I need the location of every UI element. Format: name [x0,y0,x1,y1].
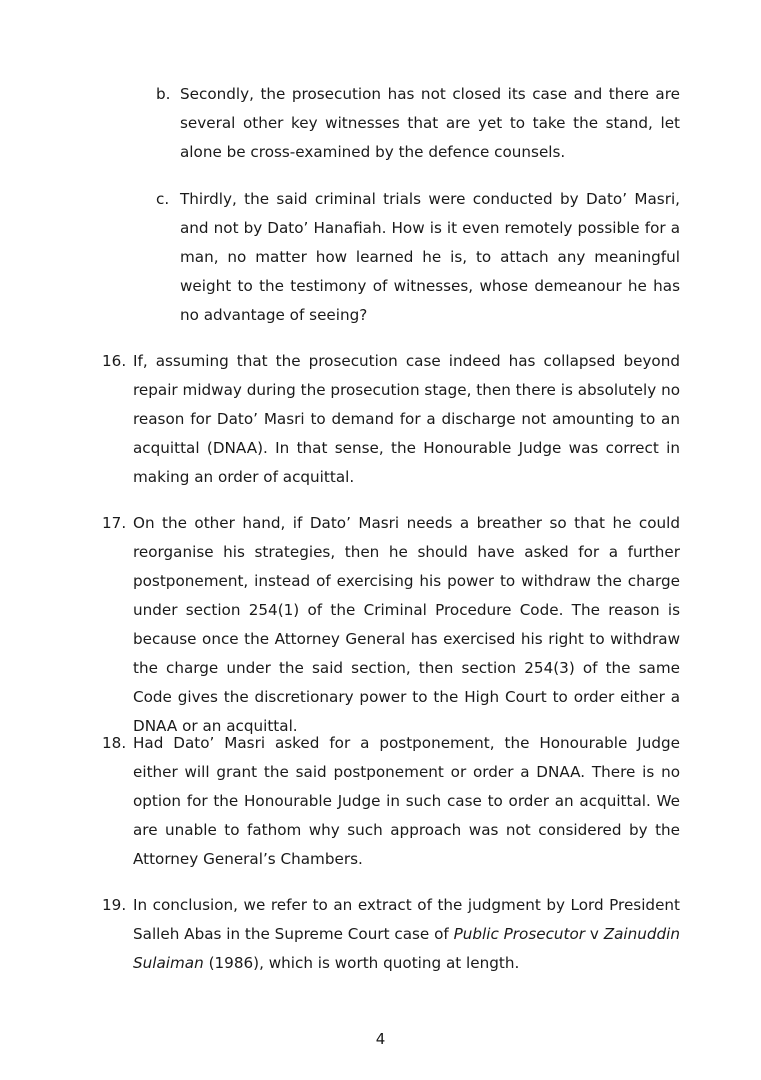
paragraph-marker: b. [156,85,171,103]
paragraph-text: On the other hand, if Dato’ Masri needs a breather so that he could reorganise his strategies, then he should have asked for a further postponement, instead of exercising his power to withdraw the charge under section 254(1) of the Criminal Procedure Code. The reason is because once the Attorney General has exercised his right to withdraw the charge under the said section, then section 254(3) of the same Code gives the discretionary power to the High Court to order either a DNAA or an acquittal. [133,514,680,735]
paragraph-17 [102,509,680,741]
paragraph-text-after: (1986), which is worth quoting at length. [203,954,520,972]
paragraph-19 [102,891,681,978]
paragraph-text: Had Dato’ Masri asked for a postponement, the Honourable Judge either will grant the said postponement or order a DNAA. There is no option for the Honourable Judge in such case to order an acquittal. We are unable to fathom why such approach was not considered by the Attorney General’s Chambers. [133,734,680,868]
case-versus: v [585,925,604,943]
sub-paragraph-b [156,80,680,167]
paragraph-text-before: In conclusion, we refer to an extract of the judgment by Lord President Salleh Abas in the Supreme Court case of [133,896,680,943]
paragraph-marker: c. [156,190,170,208]
paragraph-16 [102,347,680,492]
paragraph-text: If, assuming that the prosecution case indeed has collapsed beyond repair midway during the prosecution stage, then there is absolutely no reason for Dato’ Masri to demand for a discharge not amounting to an acquittal (DNAA). In that sense, the Honourable Judge was correct in making an order of acquittal. [133,352,680,486]
case-party-1: Public Prosecutor [453,925,586,943]
paragraph-text: Thirdly, the said criminal trials were conducted by Dato’ Masri, and not by Dato’ Hanafiah. How is it even remotely possible for a man, no matter how learned he is, to attach any meaningful weight to the testimony of witnesses, whose demeanour he has no advantage of seeing? [180,190,680,324]
paragraph-number: 19. [102,896,127,914]
sub-paragraph-c [156,185,680,330]
paragraph-number: 16. [102,352,127,370]
paragraph-number: 17. [102,514,127,532]
page-number: 4 [375,1030,386,1048]
paragraph-number: 18. [102,734,127,752]
paragraph-text: Secondly, the prosecution has not closed its case and there are several other key witnesses that are yet to take the stand, let alone be cross-examined by the defence counsels. [180,85,680,161]
paragraph-18 [102,729,680,874]
case-party-2: Zainuddin Sulaiman [133,925,681,972]
